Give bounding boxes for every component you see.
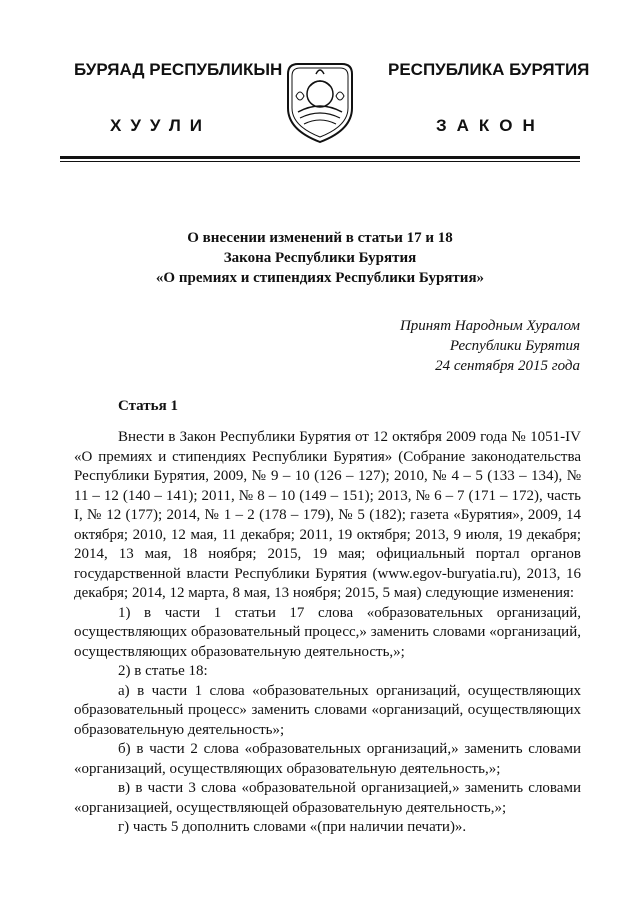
header-left-subtitle: ХУУЛИ: [110, 116, 211, 135]
header-right-title: РЕСПУБЛИКА БУРЯТИЯ: [388, 60, 590, 79]
amendment-item: 2) в статье 18:: [118, 663, 208, 679]
amendment-item: 1) в части 1 статьи 17 слова «образовательных организаций, осуществляющих образовательный процесс,» заменить словами «организаций, осуществляющих образовательную деятельность,»;: [74, 604, 581, 660]
adoption-date: 24 сентября 2015 года: [435, 358, 580, 374]
law-title-line-2: Закона Республики Бурятия: [223, 250, 417, 266]
coat-of-arms-icon: [282, 56, 358, 144]
amendment-item: б) в части 2 слова «образовательных организаций,» заменить словами «организаций, осуществляющих образовательную деятельность,»;: [74, 741, 581, 777]
header-divider-thin: [60, 161, 580, 162]
article-intro: Внести в Закон Республики Бурятия от 12 октября 2009 года № 1051-IV «О премиях и стипендиях Республики Бурятия» (Собрание законодательства Республики Бурятия, 2009, № 9 – 10 (126 – 127); 2010, № 4 – 5 (133 – 134), № 11 – 12 (140 – 141); 2011, № 8 – 10 (149 – 151); 2013, № 6 – 7 (171 – 172), часть I, № 12 (177); 2014, № 1 – 2 (178 – 179), № 5 (182); газета «Бурятия», 2009, 14 октября; 2010, 12 мая, 11 декабря; 2011, 19 октября; 2013, 9 июля, 19 декабря; 2014, 13 мая, 18 ноября; 2015, 19 мая; официальный портал органов государственной власти Республики Бурятия (www.egov-buryatia.ru), 2013, 16 декабря; 2014, 12 марта, 8 мая, 13 ноября; 2015, 5 мая) следующие изменения:: [74, 429, 581, 601]
amendment-item: в) в части 3 слова «образовательной организацией,» заменить словами «организацией, осуществляющей образовательную деятельность,»;: [74, 780, 581, 816]
adoption-line-2: Республики Бурятия: [449, 338, 580, 354]
law-title-line-3: «О премиях и стипендиях Республики Бурятия»: [155, 270, 485, 286]
header-divider-thick: [60, 156, 580, 159]
article-heading: Статья 1: [118, 398, 178, 414]
header-left-title: БУРЯАД РЕСПУБЛИКЫН: [74, 60, 283, 79]
header-right-subtitle: ЗАКОН: [436, 116, 545, 135]
article-body: [74, 428, 581, 838]
adoption-note: [400, 316, 580, 376]
law-title-line-1: О внесении изменений в статьи 17 и 18: [187, 230, 453, 246]
amendment-item: г) часть 5 дополнить словами «(при наличии печати)».: [118, 819, 467, 835]
amendment-item: а) в части 1 слова «образовательных организаций, осуществляющих образовательный процесс» заменить словами «организаций, осуществляющих образовательную деятельность»;: [74, 682, 581, 738]
adoption-line-1: Принят Народным Хуралом: [399, 318, 580, 334]
law-title: [60, 228, 580, 288]
